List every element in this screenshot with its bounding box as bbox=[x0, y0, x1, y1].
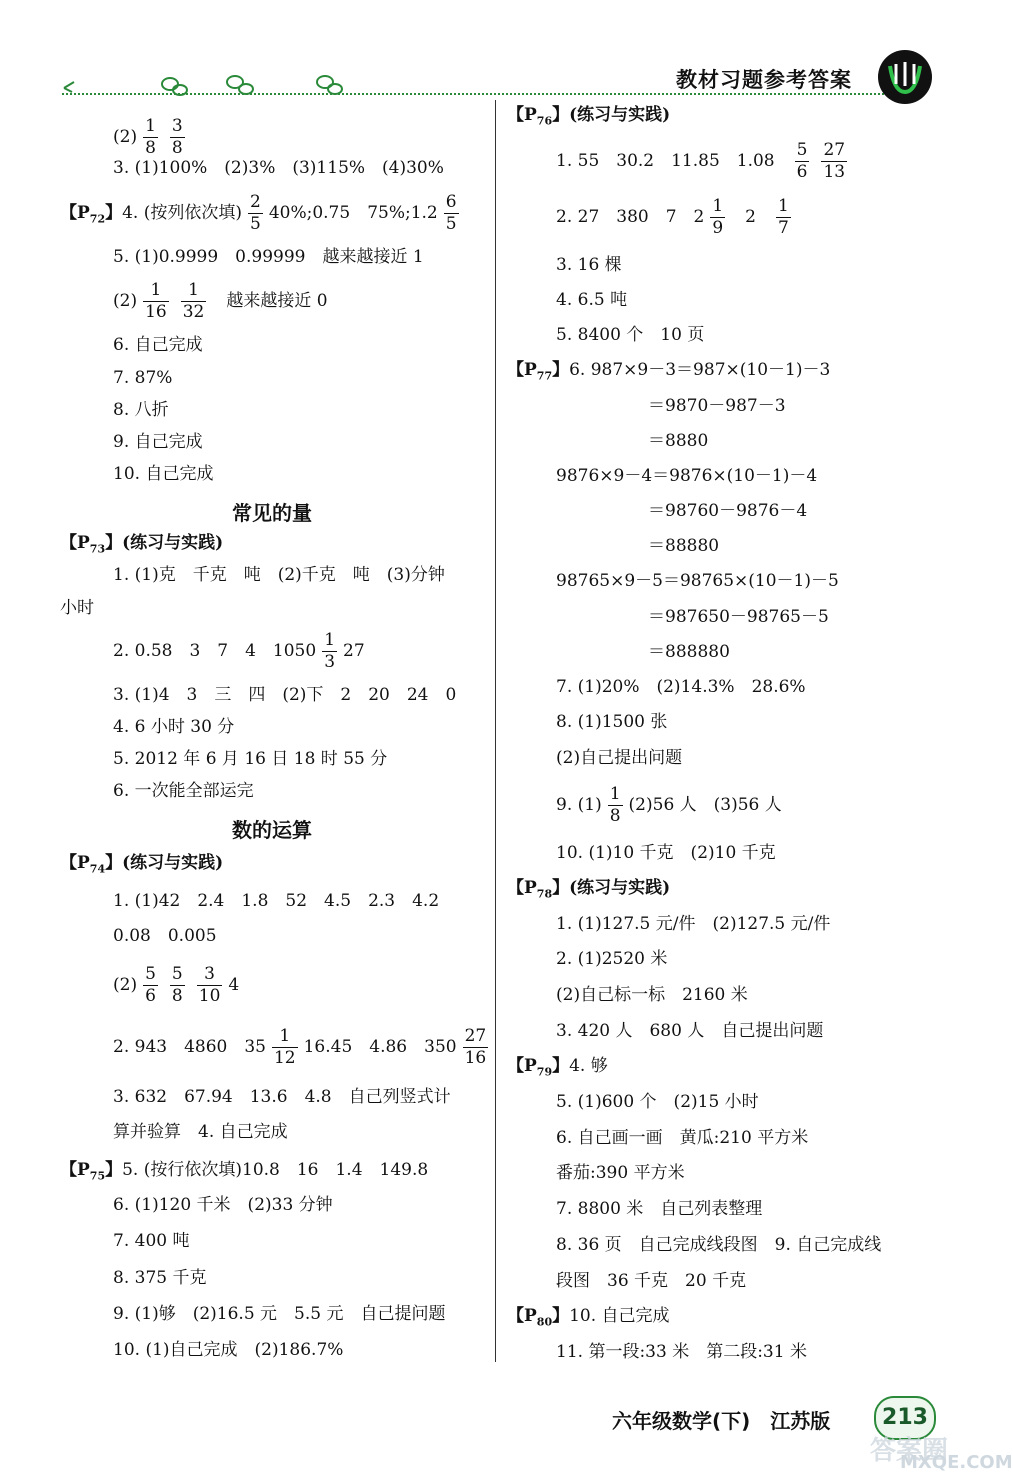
section-title: 数的运算 bbox=[232, 818, 312, 842]
left-row-2: 3. (1)100% (2)3% (3)115% (4)30% bbox=[113, 158, 444, 178]
watermark: 答案圈 bbox=[870, 1436, 949, 1466]
right-row-23: 2. (1)2520 米 bbox=[556, 949, 668, 969]
right-row-16: 7. (1)20% (2)14.3% 28.6% bbox=[556, 677, 806, 697]
page-ref: 【$P_{79}$】 bbox=[507, 1056, 570, 1079]
right-row-24: (2)自己标一标 2160 米 bbox=[556, 985, 748, 1005]
header-title: 教材习题参考答案 bbox=[676, 68, 852, 92]
left-row-23: 2. 943 4860 35 $\frac{1}{12}$ 16.45 4.86 350 $\frac{27}{16}$ bbox=[113, 1026, 487, 1068]
left-row-29: 8. 375 千克 bbox=[113, 1268, 207, 1288]
fraction: $\frac{1}{32}$ bbox=[182, 280, 205, 322]
page-ref: 【$P_{77}$】 bbox=[507, 360, 570, 383]
right-row-29: 番茄:390 平方米 bbox=[556, 1163, 685, 1183]
left-row-5: (2) $\frac{1}{16}$ $\frac{1}{32}$ 越来越接近 0 bbox=[113, 280, 328, 322]
left-row-21: 0.08 0.005 bbox=[113, 926, 217, 946]
fraction: $\frac{3}{8}$ bbox=[171, 116, 183, 158]
right-row-2: 1. 55 30.2 11.85 1.08 $\frac{5}{6}$ $\frac{27}{13}$ bbox=[556, 140, 846, 182]
fraction: $\frac{2}{5}$ bbox=[250, 192, 261, 234]
page-ref: 【$P_{78}$】 bbox=[507, 878, 570, 901]
right-row-9: ＝8880 bbox=[648, 431, 709, 451]
left-row-7: 7. 87% bbox=[113, 368, 173, 388]
right-row-21: 【$P_{78}$】(练习与实践) bbox=[507, 878, 671, 901]
right-row-31: 8. 36 页 自己完成线段图 9. 自己完成线 bbox=[556, 1235, 882, 1255]
left-row-14: 2. 0.58 3 7 4 1050 $\frac{1}{3}$ 27 bbox=[113, 630, 365, 672]
right-row-30: 7. 8800 米 自己列表整理 bbox=[556, 1199, 763, 1219]
fraction: $\frac{1}{16}$ bbox=[145, 280, 167, 322]
page-ref: 【$P_{73}$】 bbox=[60, 533, 123, 556]
left-row-19: 【$P_{74}$】(练习与实践) bbox=[60, 853, 224, 876]
left-row-3: 【$P_{72}$】4. (按列依次填) $\frac{2}{5}$ 40%;0.75 75%;1.2 $\frac{6}{5}$ bbox=[60, 192, 457, 234]
fraction: $\frac{6}{5}$ bbox=[445, 192, 457, 234]
right-row-13: 98765×9－5＝98765×(10－1)－5 bbox=[556, 571, 839, 591]
right-row-14: ＝987650－98765－5 bbox=[648, 607, 829, 627]
column-divider bbox=[495, 100, 496, 1362]
right-row-20: 10. (1)10 千克 (2)10 千克 bbox=[556, 843, 776, 863]
fraction: $\frac{27}{16}$ bbox=[464, 1026, 487, 1068]
right-row-28: 6. 自己画一画 黄瓜:210 平方米 bbox=[556, 1128, 809, 1148]
left-row-15: 3. (1)4 3 三 四 (2)下 2 20 24 0 bbox=[113, 685, 457, 705]
left-row-25: 算并验算 4. 自己完成 bbox=[113, 1122, 288, 1142]
page-ref: 【$P_{72}$】 bbox=[60, 203, 123, 226]
page-number: 213 bbox=[874, 1396, 936, 1440]
left-row-24: 3. 632 67.94 13.6 4.8 自己列竖式计 bbox=[113, 1087, 451, 1107]
section-title: 常见的量 bbox=[232, 501, 312, 525]
right-row-27: 5. (1)600 个 (2)15 小时 bbox=[556, 1092, 759, 1112]
right-row-4: 3. 16 棵 bbox=[556, 255, 622, 275]
right-row-6: 5. 8400 个 10 页 bbox=[556, 325, 705, 345]
left-row-18: 6. 一次能全部运完 bbox=[113, 781, 254, 801]
fraction: $\frac{1}{9}$ bbox=[712, 196, 724, 238]
right-row-17: 8. (1)1500 张 bbox=[556, 712, 668, 732]
watermark-url: MXQE.COM bbox=[900, 1452, 1013, 1473]
fraction: $\frac{3}{10}$ bbox=[198, 964, 221, 1006]
left-row-28: 7. 400 吨 bbox=[113, 1231, 190, 1251]
left-row-30: 9. (1)够 (2)16.5 元 5.5 元 自己提问题 bbox=[113, 1304, 446, 1324]
book-title: 六年级数学(下) 江苏版 bbox=[612, 1409, 831, 1433]
left-row-1: (2) $\frac{1}{8}$ $\frac{3}{8}$ bbox=[113, 116, 183, 158]
page-ref: 【$P_{76}$】 bbox=[507, 105, 570, 128]
right-row-25: 3. 420 人 680 人 自己提出问题 bbox=[556, 1021, 824, 1041]
left-row-10: 10. 自己完成 bbox=[113, 464, 214, 484]
fraction: $\frac{1}{7}$ bbox=[778, 196, 789, 238]
left-row-31: 10. (1)自己完成 (2)186.7% bbox=[113, 1340, 344, 1360]
right-row-22: 1. (1)127.5 元/件 (2)127.5 元/件 bbox=[556, 914, 831, 934]
right-row-8: ＝9870－987－3 bbox=[648, 396, 786, 416]
right-row-33: 【$P_{80}$】10. 自己完成 bbox=[507, 1306, 670, 1329]
fraction: $\frac{27}{13}$ bbox=[823, 140, 846, 182]
right-row-12: ＝88880 bbox=[648, 536, 720, 556]
right-row-15: ＝888880 bbox=[648, 642, 730, 662]
left-row-11: 【$P_{73}$】(练习与实践) bbox=[60, 533, 224, 556]
left-row-17: 5. 2012 年 6 月 16 日 18 时 55 分 bbox=[113, 749, 388, 769]
left-row-22: (2) $\frac{5}{6}$ $\frac{5}{8}$ $\frac{3}{10}$ 4 bbox=[113, 964, 240, 1006]
right-row-1: 【$P_{76}$】(练习与实践) bbox=[507, 105, 671, 128]
left-row-26: 【$P_{75}$】5. (按行依次填)10.8 16 1.4 149.8 bbox=[60, 1160, 429, 1183]
right-row-26: 【$P_{79}$】4. 够 bbox=[507, 1056, 608, 1079]
right-row-18: (2)自己提出问题 bbox=[556, 748, 683, 768]
left-row-27: 6. (1)120 千米 (2)33 分钟 bbox=[113, 1195, 333, 1215]
left-row-6: 6. 自己完成 bbox=[113, 335, 203, 355]
left-row-16: 4. 6 小时 30 分 bbox=[113, 717, 235, 737]
page-ref: 【$P_{80}$】 bbox=[507, 1306, 570, 1329]
publisher-logo-icon bbox=[876, 48, 934, 106]
fraction: $\frac{1}{8}$ bbox=[145, 116, 156, 158]
left-row-9: 9. 自己完成 bbox=[113, 432, 203, 452]
right-row-5: 4. 6.5 吨 bbox=[556, 290, 628, 310]
left-row-12: 1. (1)克 千克 吨 (2)千克 吨 (3)分钟 bbox=[113, 565, 445, 585]
fraction: $\frac{5}{8}$ bbox=[171, 964, 183, 1006]
right-row-10: 9876×9－4＝9876×(10－1)－4 bbox=[556, 466, 818, 486]
right-row-7: 【$P_{77}$】6. 987×9－3＝987×(10－1)－3 bbox=[507, 360, 831, 383]
page-ref: 【$P_{75}$】 bbox=[60, 1160, 123, 1183]
left-row-8: 8. 八折 bbox=[113, 400, 169, 420]
fraction: $\frac{1}{12}$ bbox=[273, 1026, 296, 1068]
left-row-13: 小时 bbox=[60, 598, 94, 618]
right-row-32: 段图 36 千克 20 千克 bbox=[556, 1271, 747, 1291]
right-row-11: ＝98760－9876－4 bbox=[648, 501, 808, 521]
fraction: $\frac{1}{8}$ bbox=[609, 784, 621, 826]
left-row-20: 1. (1)42 2.4 1.8 52 4.5 2.3 4.2 bbox=[113, 891, 440, 911]
fraction: $\frac{5}{6}$ bbox=[145, 964, 156, 1006]
right-row-34: 11. 第一段:33 米 第二段:31 米 bbox=[556, 1342, 807, 1362]
fraction: $\frac{1}{3}$ bbox=[324, 630, 336, 672]
left-row-4: 5. (1)0.9999 0.99999 越来越接近 1 bbox=[113, 247, 424, 267]
fraction: $\frac{5}{6}$ bbox=[796, 140, 808, 182]
page-ref: 【$P_{74}$】 bbox=[60, 853, 123, 876]
right-row-19: 9. (1) $\frac{1}{8}$ (2)56 人 (3)56 人 bbox=[556, 784, 782, 826]
right-row-3: 2. 27 380 7 2 $\frac{1}{9}$ 2 $\frac{1}{7}$ bbox=[556, 196, 789, 238]
